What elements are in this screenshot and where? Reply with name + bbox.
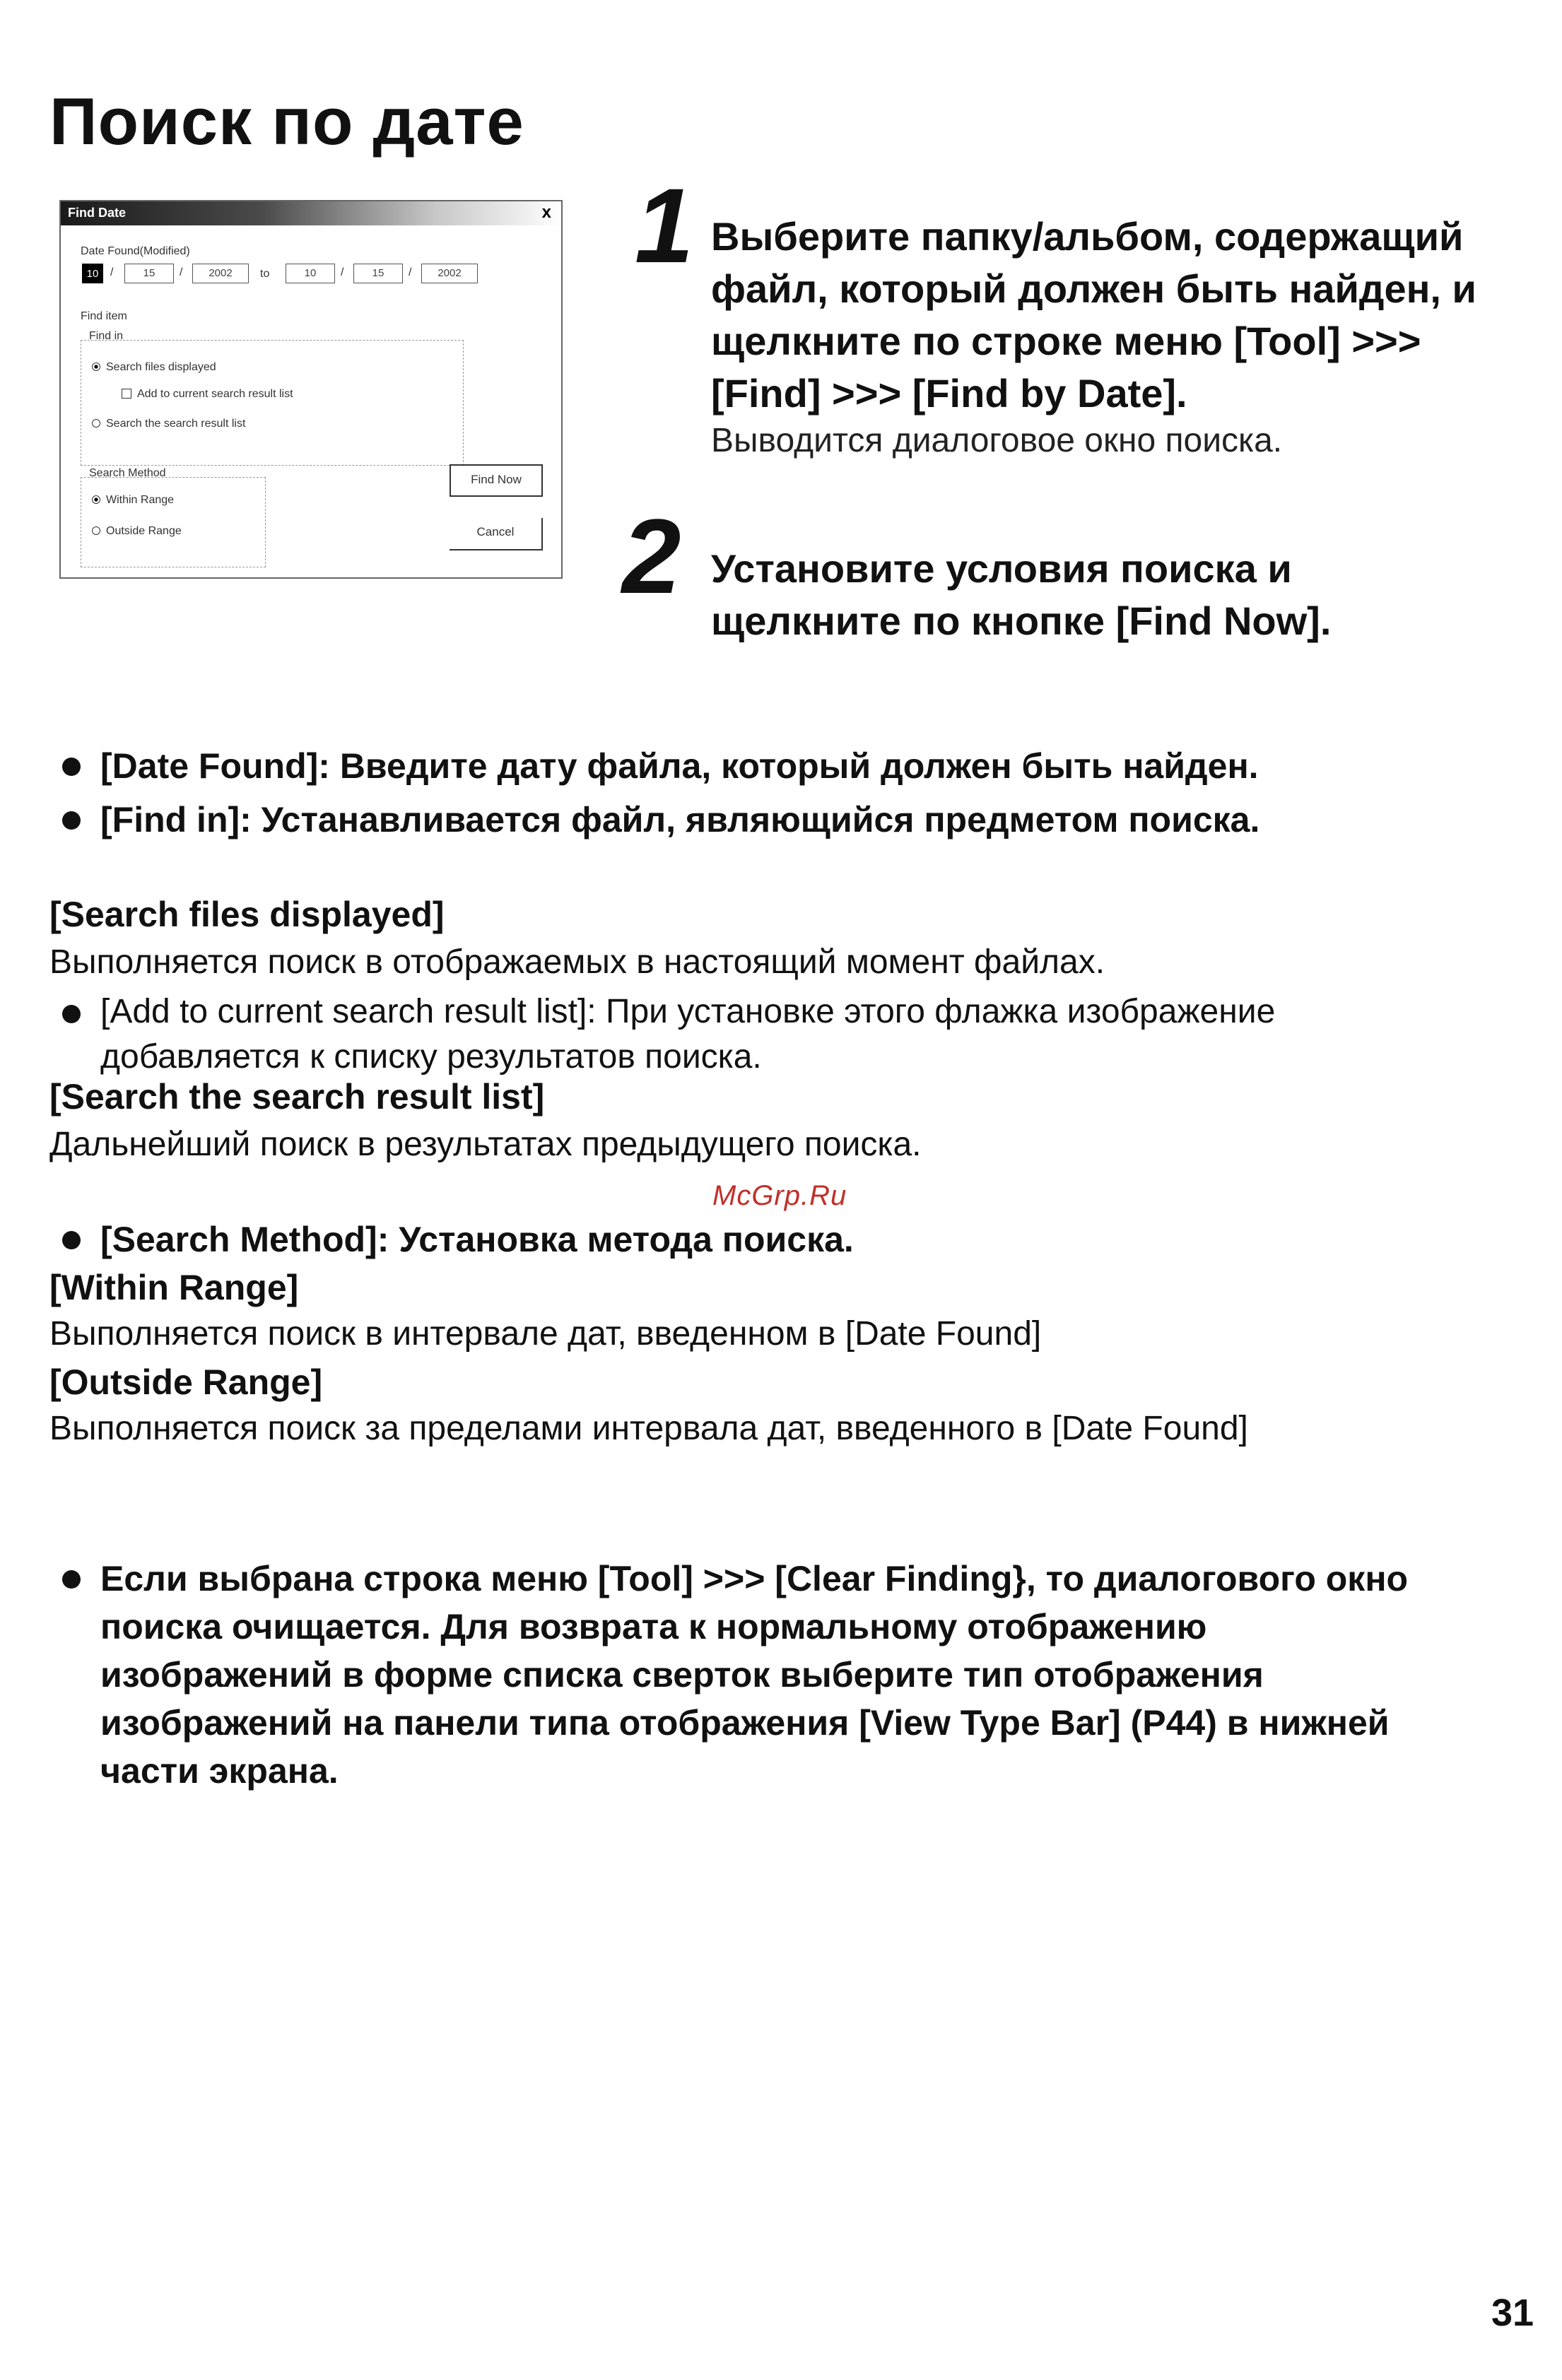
- date-separator: /: [110, 266, 114, 278]
- bullet-icon: [62, 758, 81, 776]
- page-number: 31: [1491, 2292, 1534, 2334]
- date-separator: /: [409, 266, 412, 278]
- checkbox-add-to-list[interactable]: Add to current search result list: [122, 388, 293, 401]
- date-separator: /: [341, 266, 344, 278]
- find-now-button[interactable]: Find Now: [450, 464, 543, 497]
- to-month-field[interactable]: 10: [286, 264, 335, 283]
- step-line: [Find] >>> [Find by Date].: [711, 371, 1187, 416]
- bullet-icon: [62, 811, 81, 830]
- to-label: to: [260, 268, 270, 280]
- close-icon[interactable]: x: [541, 203, 551, 222]
- radio-within-range[interactable]: Within Range: [92, 494, 174, 507]
- step-note: Выводится диалоговое окно поиска.: [711, 422, 1283, 459]
- step-1-text: [711, 211, 1545, 462]
- radio-selected-icon: [92, 495, 100, 504]
- page-title: Поиск по дате: [49, 84, 524, 158]
- radio-icon: [92, 526, 100, 535]
- search-method-group: [81, 477, 266, 567]
- bullet-icon: [62, 1570, 81, 1589]
- from-year-field[interactable]: 2002: [192, 264, 249, 283]
- bullet-icon: [62, 1231, 81, 1249]
- find-in-label: Find in: [89, 330, 124, 342]
- dialog-titlebar: [61, 201, 561, 225]
- list-item: [Add to current search result list]: При установке этого флажка изображение добавляется к списку результатов поиска.: [62, 989, 1275, 1080]
- step-line: Выберите папку/альбом, содержащий: [711, 214, 1464, 259]
- radio-search-result[interactable]: Search the search result list: [92, 418, 245, 430]
- cancel-button[interactable]: Cancel: [450, 518, 543, 550]
- section-text: Выполняется поиск в интервале дат, введенном в [Date Found]: [49, 1315, 1042, 1353]
- date-found-label: Date Found(Modified): [81, 245, 190, 257]
- step-line: щелкните по кнопке [Find Now].: [711, 599, 1332, 643]
- list-item: [Date Found]: Введите дату файла, который должен быть найден.: [62, 742, 1259, 790]
- section-heading: [Within Range]: [49, 1268, 299, 1307]
- section-heading: [Search the search result list]: [49, 1077, 545, 1117]
- section-text: Выполняется поиск в отображаемых в настоящий момент файлах.: [49, 943, 1105, 981]
- radio-outside-range[interactable]: Outside Range: [92, 525, 182, 538]
- dialog-title: Find Date: [68, 206, 127, 220]
- section-text: Дальнейший поиск в результатах предыдущего поиска.: [49, 1126, 922, 1163]
- step-number: 1: [635, 166, 694, 285]
- step-number: 2: [622, 497, 681, 615]
- to-day-field[interactable]: 15: [353, 264, 403, 283]
- list-item: [Find in]: Устанавливается файл, являющийся предметом поиска.: [62, 796, 1259, 844]
- section-text: Выполняется поиск за пределами интервала дат, введенного в [Date Found]: [49, 1410, 1248, 1447]
- find-item-label: Find item: [81, 310, 127, 322]
- radio-search-displayed[interactable]: Search files displayed: [92, 361, 216, 374]
- radio-icon: [92, 419, 100, 428]
- from-month-field[interactable]: 10: [82, 264, 103, 283]
- step-line: щелкните по строке меню [Tool] >>>: [711, 319, 1421, 363]
- step-2-text: [711, 543, 1545, 647]
- radio-selected-icon: [92, 363, 100, 371]
- step-line: Установите условия поиска и: [711, 546, 1292, 591]
- search-method-label: Search Method: [89, 467, 166, 479]
- section-heading: [Outside Range]: [49, 1362, 323, 1402]
- step-line: файл, который должен быть найден, и: [711, 266, 1476, 311]
- from-day-field[interactable]: 15: [124, 264, 174, 283]
- list-item: [Search Method]: Установка метода поиска.: [62, 1215, 854, 1263]
- watermark: McGrp.Ru: [712, 1180, 847, 1211]
- to-year-field[interactable]: 2002: [421, 264, 478, 283]
- date-separator: /: [180, 266, 183, 278]
- bullet-icon: [62, 1005, 81, 1023]
- checkbox-icon: [122, 389, 131, 399]
- list-item: Если выбрана строка меню [Tool] >>> [Clear Finding}, то диалогового окно поиска очищается. Для возврата к нормальному отображению изображений в форме списка сверток выберите тип отображения изображений на панели типа отображения [View Type Bar] (P44) в нижней части экрана.: [62, 1555, 1532, 1795]
- section-heading: [Search files displayed]: [49, 895, 445, 934]
- find-date-dialog: [59, 200, 563, 579]
- find-in-group: [81, 340, 464, 466]
